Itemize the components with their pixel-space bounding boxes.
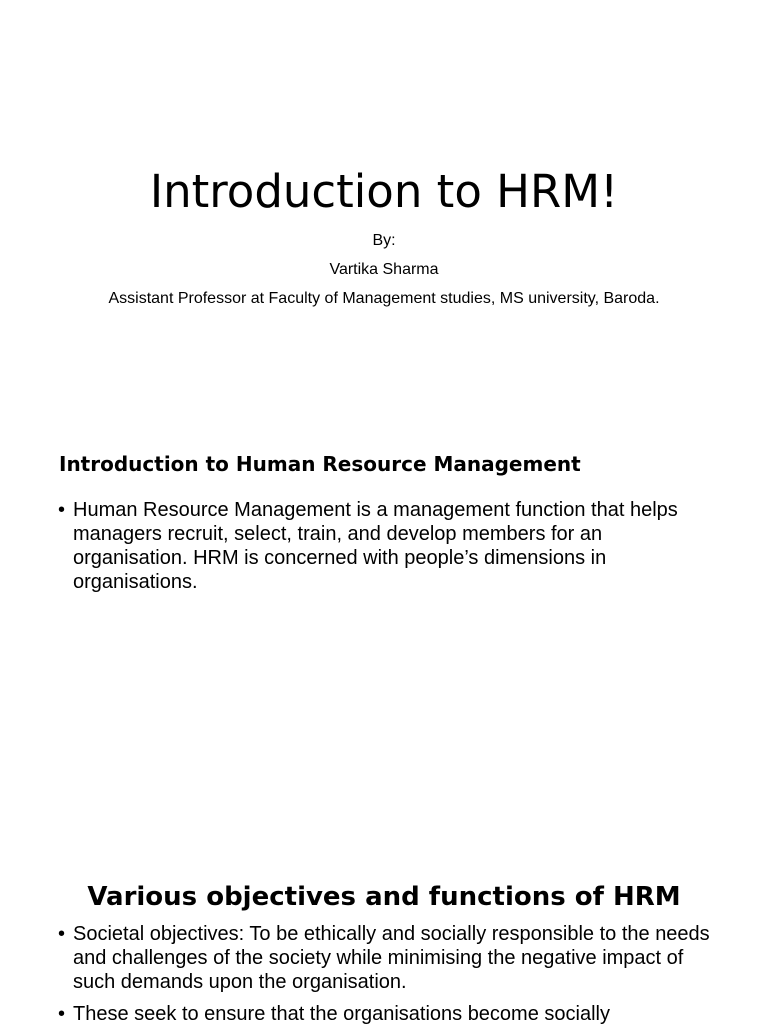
bullet-list [58,922,718,1034]
bullet-list [58,498,718,602]
slide-heading: Various objectives and functions of HRM [87,882,681,912]
bullet-marker: • [58,923,66,945]
by-label: By: [372,232,396,249]
slide-heading: Introduction to Human Resource Management [59,452,581,476]
title-slide [0,0,768,420]
bullet-marker: • [58,499,66,521]
subtitle-block [100,229,668,315]
list-item [58,498,718,594]
presentation-title: Introduction to HRM! [149,165,619,218]
bullet-marker: • [58,1003,66,1025]
bullet-text: Human Resource Management is a management function that helps managers recruit, select, train, and develop members for an organisation. HRM is concerned with people’s dimensions in organisations. [73,499,678,593]
author-affiliation: Assistant Professor at Faculty of Management studies, MS university, Baroda. [108,290,660,307]
bullet-text: These seek to ensure that the organisations become socially [73,1003,610,1025]
bullet-text: Societal objectives: To be ethically and socially responsible to the needs and challenges of the society while minimising the negative impact of such demands upon the organisation. [73,923,710,993]
author-name: Vartika Sharma [329,261,439,278]
objectives-slide [0,852,768,1024]
list-item [58,922,718,994]
intro-slide [0,420,768,852]
list-item [58,1002,718,1026]
